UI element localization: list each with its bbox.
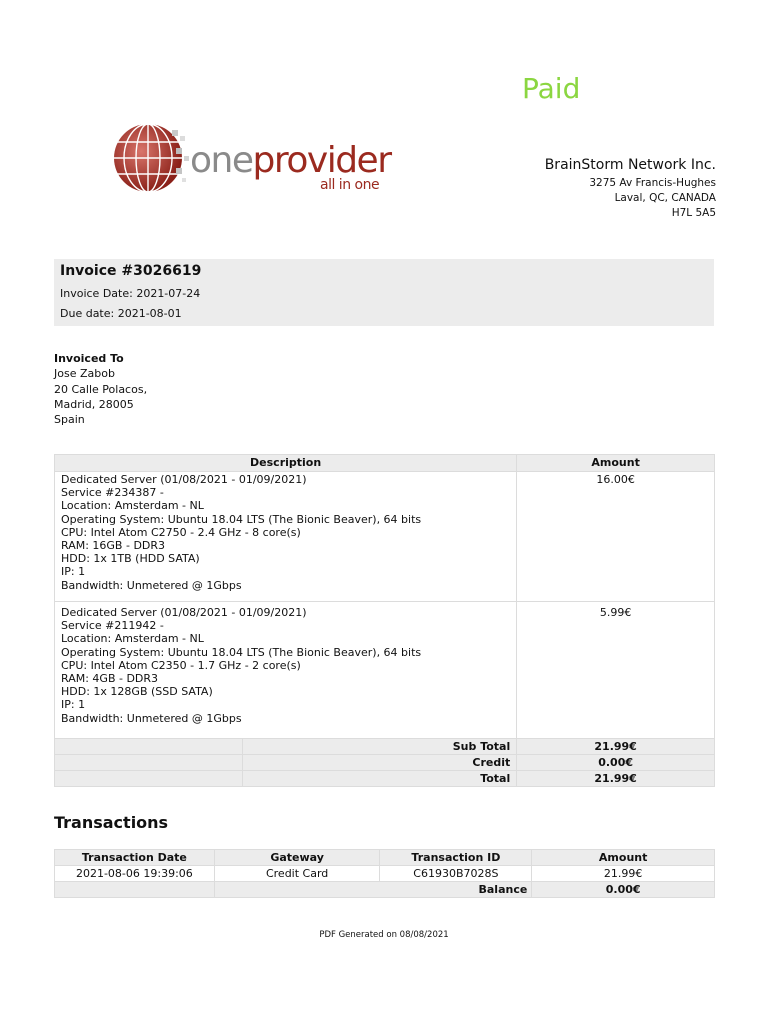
transaction-gateway: Credit Card [214,866,380,882]
invoiced-to-heading: Invoiced To [54,352,124,365]
transaction-amount: 21.99€ [532,866,715,882]
transaction-date: 2021-08-06 19:39:06 [55,866,215,882]
subtotal-label: Sub Total [242,739,517,755]
invoice-items-table [54,454,715,787]
transaction-id: C61930B7028S [380,866,532,882]
empty-cell [55,739,243,755]
invoice-header [54,259,714,326]
item-line: Location: Amsterdam - NL [61,499,204,513]
oneprovider-logo [110,122,400,194]
credit-label: Credit [242,755,517,771]
invoice-date: Invoice Date: 2021-07-24 [60,287,201,300]
invoiced-to-line: Jose Zabob [54,367,115,381]
empty-cell [55,755,243,771]
total-label: Total [242,771,517,787]
invoice-number: Invoice #3026619 [60,263,202,279]
item-amount: 5.99€ [517,602,715,739]
invoice-due-date: Due date: 2021-08-01 [60,307,182,320]
empty-cell [55,882,215,898]
amount-header: Amount [517,455,715,472]
company-block [545,156,716,221]
transaction-date-header: Transaction Date [55,850,215,866]
item-line: Bandwidth: Unmetered @ 1Gbps [61,711,242,725]
item-line: CPU: Intel Atom C2750 - 2.4 GHz - 8 core(s) [61,525,301,539]
company-name: BrainStorm Network Inc. [544,157,716,173]
table-row [55,472,715,602]
pdf-generated-footer: PDF Generated on 08/08/2021 [319,930,449,940]
transactions-table [54,849,715,898]
item-line: Service #211942 - [61,619,164,633]
globe-icon [114,124,189,192]
company-address-line: H7L 5A5 [671,207,716,219]
balance-row [55,882,715,898]
table-row [55,866,715,882]
item-line: RAM: 4GB - DDR3 [61,672,159,686]
item-line: Service #234387 - [61,486,164,500]
item-line: Operating System: Ubuntu 18.04 LTS (The Bionic Beaver), 64 bits [61,645,422,659]
item-line: Dedicated Server (01/08/2021 - 01/09/2021) [61,606,307,619]
company-address-line: Laval, QC, CANADA [614,192,716,204]
transaction-id-header: Transaction ID [380,850,532,866]
item-line: Operating System: Ubuntu 18.04 LTS (The Bionic Beaver), 64 bits [61,512,422,526]
total-row [55,771,715,787]
invoiced-to-line: 20 Calle Polacos, [54,382,148,396]
balance-value: 0.00€ [532,882,715,898]
empty-cell [55,771,243,787]
item-line: IP: 1 [61,565,86,579]
amount-header: Amount [532,850,715,866]
description-header: Description [55,455,517,472]
svg-text:all in one: all in one [320,177,380,193]
item-line: HDD: 1x 1TB (HDD SATA) [61,552,200,566]
item-line: Dedicated Server (01/08/2021 - 01/09/2021) [61,473,307,486]
credit-value: 0.00€ [517,755,715,771]
credit-row [55,755,715,771]
item-description [55,472,517,602]
svg-text:oneprovider: oneprovider [190,140,391,181]
item-line: Bandwidth: Unmetered @ 1Gbps [61,578,242,592]
company-address-line: 3275 Av Francis-Hughes [589,177,716,189]
paid-status: Paid [522,72,581,105]
subtotal-row [55,739,715,755]
invoiced-to-line: Spain [54,413,85,427]
subtotal-value: 21.99€ [517,739,715,755]
transactions-header-row [55,850,715,866]
balance-label: Balance [214,882,532,898]
invoiced-to-line: Madrid, 28005 [54,397,134,411]
items-header-row [55,455,715,472]
transactions-heading: Transactions [54,813,169,832]
item-line: CPU: Intel Atom C2350 - 1.7 GHz - 2 core(s) [61,658,301,672]
item-line: RAM: 16GB - DDR3 [61,539,166,553]
invoiced-to-block [54,351,147,427]
item-description [55,602,517,739]
item-amount: 16.00€ [517,472,715,602]
item-line: Location: Amsterdam - NL [61,632,204,646]
item-line: HDD: 1x 128GB (SSD SATA) [61,685,213,699]
gateway-header: Gateway [214,850,380,866]
item-line: IP: 1 [61,698,86,712]
table-row [55,602,715,739]
total-value: 21.99€ [517,771,715,787]
